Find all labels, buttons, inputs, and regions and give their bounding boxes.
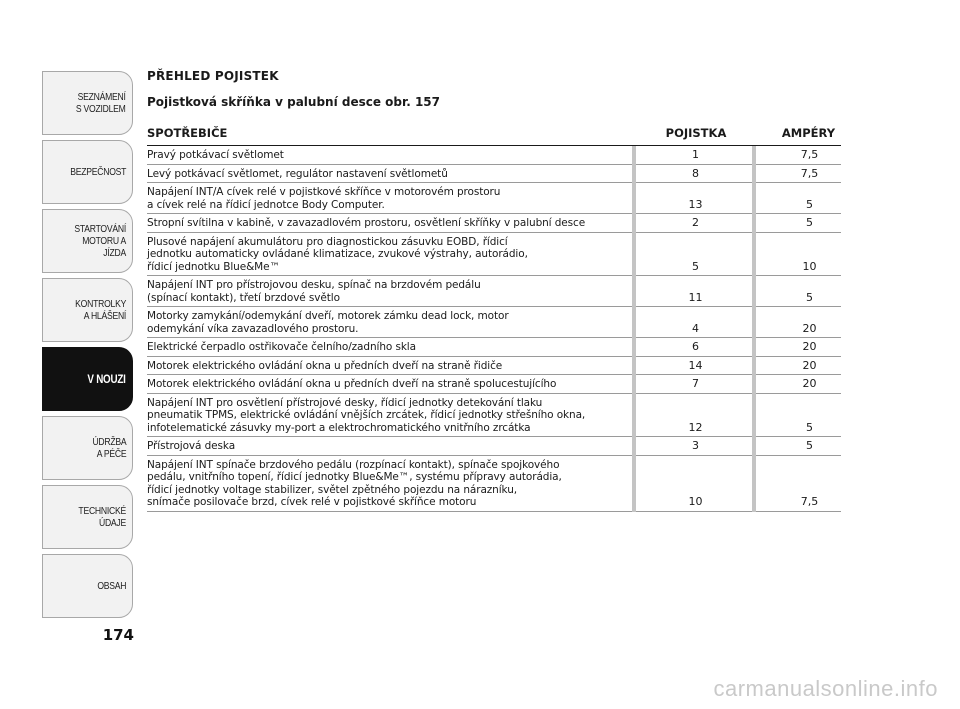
fuse-cell: 13 — [688, 197, 703, 211]
fuse-cell: 10 — [688, 495, 703, 508]
consumer-cell: Napájení INT/A cívek relé v pojistkové skříňce v motorovém prostoru a cívek relé na řídicí jednotce Body Computer. — [147, 186, 501, 211]
tab-startovani-motoru[interactable] — [42, 209, 133, 273]
page-title: PŘEHLED POJISTEK — [147, 69, 279, 83]
consumer-cell: Levý potkávací světlomet, regulátor nastavení světlometů — [147, 167, 448, 180]
amps-cell: 10 — [802, 259, 817, 273]
header-consumers: SPOTŘEBIČE — [147, 126, 228, 140]
consumer-cell: Napájení INT pro přístrojovou desku, spínač na brzdovém pedálu (spínací kontakt), třetí brzdové světlo — [147, 279, 481, 304]
fuse-cell: 6 — [692, 340, 699, 353]
consumer-cell: Motorek elektrického ovládání okna u předních dveří na straně spolucestujícího — [147, 378, 557, 390]
amps-cell: 7,5 — [800, 148, 819, 161]
consumer-cell: Elektrické čerpadlo ostřikovače čelního/zadního skla — [147, 341, 416, 353]
fuse-cell: 8 — [692, 166, 699, 180]
table-row — [147, 394, 841, 438]
table-row — [147, 165, 841, 184]
tab-v-nouzi[interactable] — [42, 347, 133, 411]
fuse-cell: 4 — [692, 321, 699, 335]
consumer-cell: Motorek elektrického ovládání okna u předních dveří na straně řidiče — [147, 359, 503, 372]
consumer-cell: Přístrojová deska — [147, 440, 236, 452]
tab-kontrolky-a-hlaseni[interactable] — [42, 278, 133, 342]
amps-cell: 5 — [806, 216, 813, 229]
table-row — [147, 437, 841, 456]
table-row — [147, 214, 841, 233]
tab-label: ÚDRŽBA A PÉČE — [92, 436, 126, 460]
header-amps: AMPÉRY — [781, 126, 836, 140]
amps-cell: 20 — [802, 321, 817, 335]
consumer-cell: Plusové napájení akumulátoru pro diagnostickou zásuvku EOBD, řídicí jednotku automaticky ovládané klimatizace, zvukové výstrahy, autorádio, řídicí jednotku Blue&Me™ — [147, 235, 528, 273]
tab-label: TECHNICKÉ ÚDAJE — [78, 505, 126, 529]
section-subtitle: Pojistková skříňka v palubní desce obr. 157 — [147, 95, 440, 109]
page-number: 174 — [102, 626, 134, 644]
fuse-cell: 14 — [688, 358, 703, 372]
tab-label: SEZNÁMENÍ S VOZIDLEM — [76, 91, 126, 115]
fuse-cell: 1 — [692, 148, 699, 161]
fuse-cell: 12 — [688, 420, 703, 434]
amps-cell: 5 — [806, 439, 813, 452]
watermark: carmanualsonline.info — [713, 676, 938, 701]
column-divider — [752, 146, 756, 512]
consumer-cell: Motorky zamykání/odemykání dveří, motorek zámku dead lock, motor odemykání víka zavazadlového prostoru. — [147, 310, 509, 335]
consumer-cell: Napájení INT spínače brzdového pedálu (rozpínací kontakt), spínače spojkového pedálu, vnitřního topení, řídicí jednotky Blue&Me™, systému přípravy autorádia, řídicí jednotky voltage stabilizer, světel zpětného pojezdu na nárazníku, snímače posilovače brzd, cívek relé v pojistkové skříňce motoru — [147, 458, 562, 508]
amps-cell: 5 — [806, 197, 813, 211]
table-row — [147, 233, 841, 277]
table-row — [147, 357, 841, 376]
consumer-cell: Napájení INT pro osvětlení přístrojové desky, řídicí jednotky detekování tlaku pneumatik TPMS, elektrické ovládání vnějších zrcátek, řídicí jednotky střešního okna, infotelematické zásuvky my-port a elektrochromatického vnitřního zrcátka — [147, 396, 586, 434]
amps-cell: 20 — [802, 340, 817, 353]
amps-cell: 7,5 — [800, 166, 819, 180]
amps-cell: 5 — [806, 420, 813, 434]
fuse-cell: 5 — [692, 259, 699, 273]
amps-cell: 20 — [802, 358, 817, 372]
table-header — [147, 124, 841, 146]
table-row — [147, 307, 841, 338]
amps-cell: 5 — [806, 290, 813, 304]
tab-label: BEZPEČNOST — [70, 166, 126, 178]
fuse-cell: 2 — [692, 216, 699, 229]
tab-seznameni-s-vozidlem[interactable] — [42, 71, 133, 135]
tab-label: KONTROLKY A HLÁŠENÍ — [75, 298, 126, 322]
consumer-cell: Pravý potkávací světlomet — [147, 149, 284, 161]
fuse-cell: 3 — [692, 439, 699, 452]
table-row — [147, 456, 841, 512]
table-row — [147, 146, 841, 165]
tab-obsah[interactable] — [42, 554, 133, 618]
tab-bezpecnost[interactable] — [42, 140, 133, 204]
tab-technicke-udaje[interactable] — [42, 485, 133, 549]
fuse-cell: 11 — [688, 290, 703, 304]
table-row — [147, 338, 841, 357]
fuse-table — [147, 124, 841, 512]
amps-cell: 7,5 — [800, 495, 819, 508]
tab-label: STARTOVÁNÍ MOTORU A JÍZDA — [74, 223, 126, 259]
fuse-cell: 7 — [692, 377, 699, 390]
consumer-cell: Stropní svítilna v kabině, v zavazadlovém prostoru, osvětlení skříňky v palubní desce — [147, 217, 586, 229]
table-row — [147, 183, 841, 214]
tab-udrzba-a-pece[interactable] — [42, 416, 133, 480]
tab-label: OBSAH — [97, 580, 126, 592]
tab-label: V NOUZI — [87, 372, 126, 386]
table-row — [147, 375, 841, 394]
column-divider — [632, 146, 636, 512]
table-row — [147, 276, 841, 307]
amps-cell: 20 — [802, 377, 817, 390]
header-fuse: POJISTKA — [665, 126, 727, 140]
